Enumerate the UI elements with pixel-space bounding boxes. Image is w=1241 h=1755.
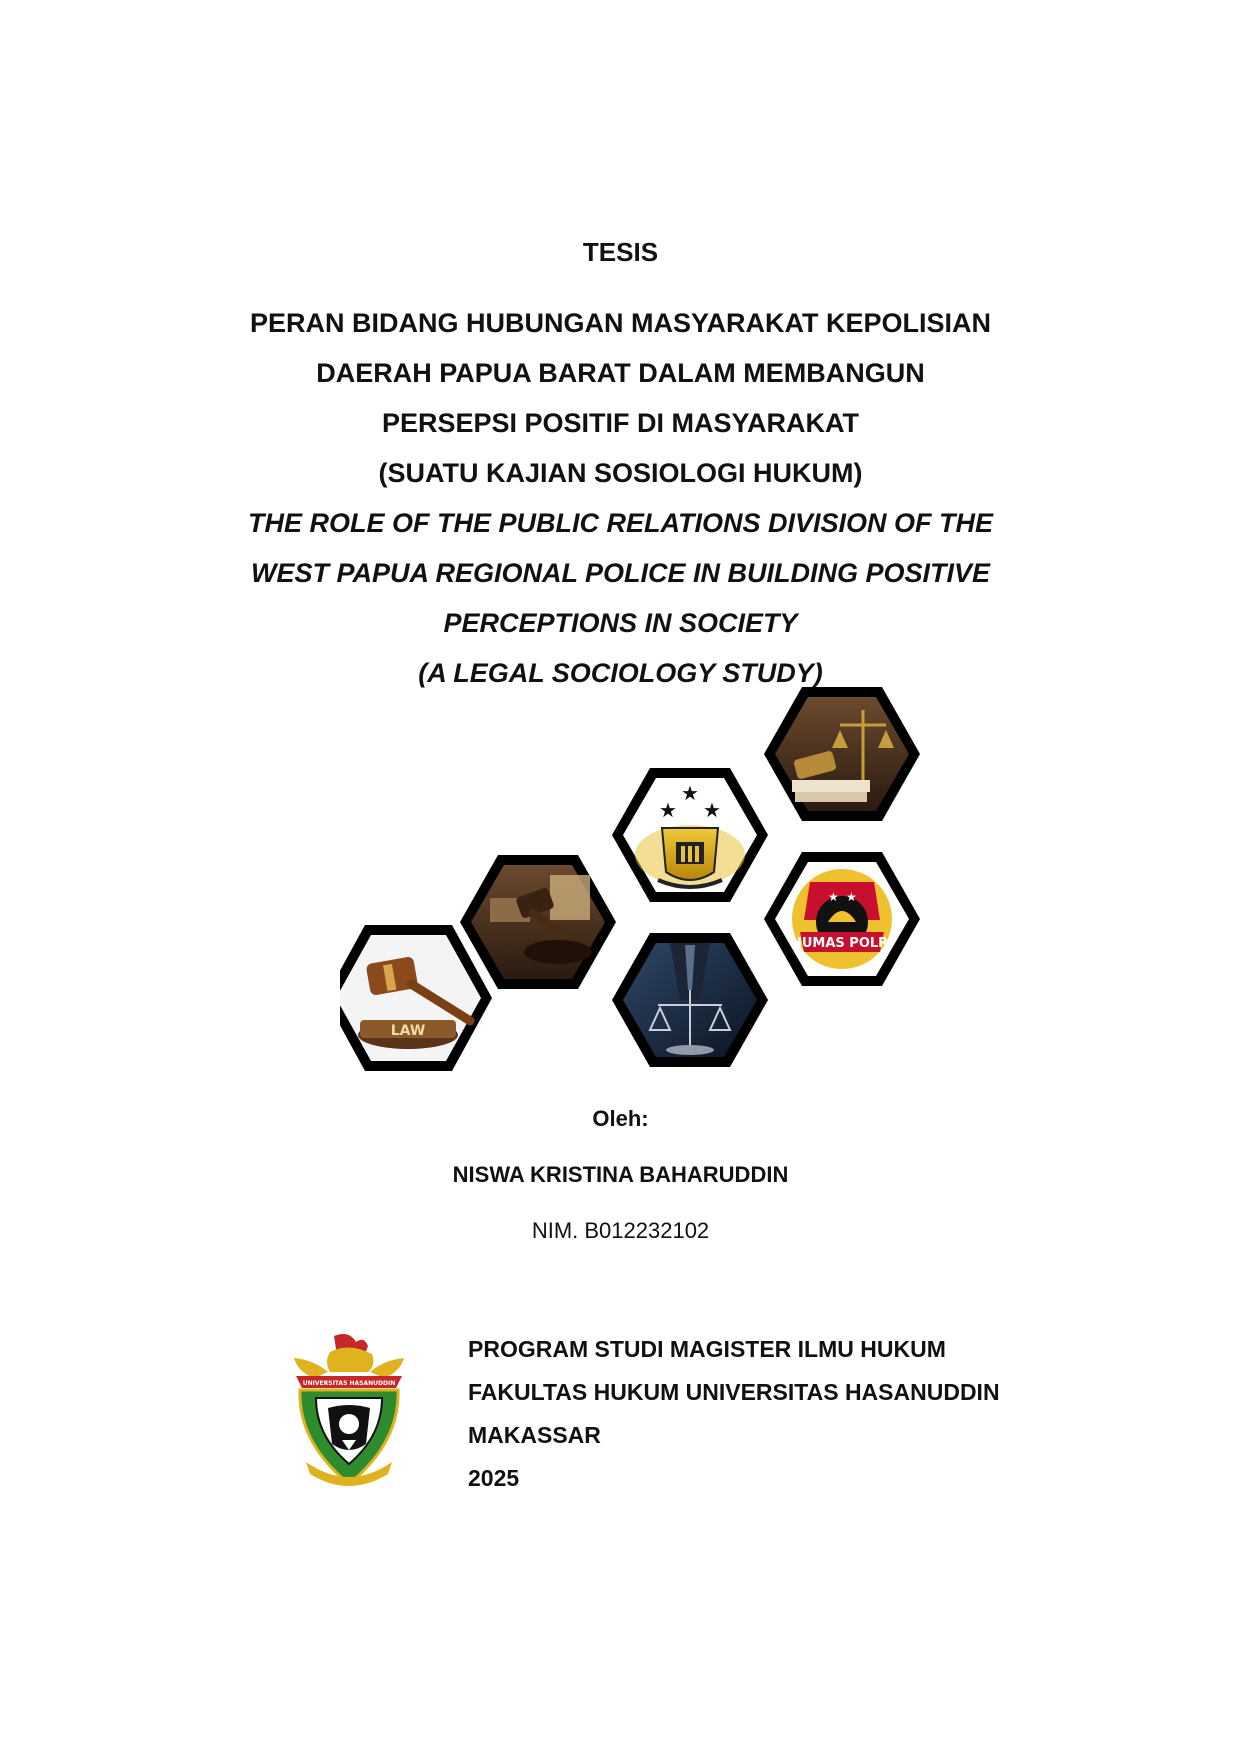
gavel-books-image	[460, 855, 616, 989]
student-id: NIM. B012232102	[531, 1218, 710, 1243]
law-caption: LAW	[390, 1023, 426, 1039]
document-type-label: TESIS	[582, 237, 659, 267]
title-en-line-2: WEST PAPUA REGIONAL POLICE IN BUILDING POSITIVE	[250, 558, 991, 588]
suited-man-scales-image	[612, 933, 768, 1067]
police-emblem-image	[612, 768, 768, 902]
humas-polri-emblem-image	[764, 852, 920, 986]
justice-scales-books-image	[764, 687, 920, 821]
institution-block	[468, 1328, 1000, 1500]
hexagon-image-collage	[340, 660, 1040, 1100]
university-logo	[284, 1332, 414, 1492]
humas-polri-caption: HUMAS POLRI	[790, 936, 894, 951]
author-name: NISWA KRISTINA BAHARUDDIN	[452, 1162, 789, 1187]
title-en-line-4: (A LEGAL SOCIOLOGY STUDY)	[418, 658, 823, 688]
thesis-title-block	[200, 298, 1041, 698]
svg-text:★: ★	[659, 800, 677, 822]
title-en-line-3: PERCEPTIONS IN SOCIETY	[443, 608, 798, 638]
title-id-line-4: (SUATU KAJIAN SOSIOLOGI HUKUM)	[378, 458, 863, 488]
by-label: Oleh:	[592, 1106, 649, 1131]
law-gavel-image	[340, 925, 492, 1071]
svg-text:★: ★	[846, 890, 857, 904]
institution-line-program: PROGRAM STUDI MAGISTER ILMU HUKUM	[468, 1336, 946, 1362]
title-id-line-2: DAERAH PAPUA BARAT DALAM MEMBANGUN	[316, 358, 925, 388]
title-id-line-1: PERAN BIDANG HUBUNGAN MASYARAKAT KEPOLISIAN	[249, 308, 992, 338]
svg-text:★: ★	[828, 890, 839, 904]
title-en-line-1: THE ROLE OF THE PUBLIC RELATIONS DIVISION OF THE	[247, 508, 994, 538]
svg-text:★: ★	[703, 800, 721, 822]
institution-line-city: MAKASSAR	[468, 1422, 601, 1448]
title-id-line-3: PERSEPSI POSITIF DI MASYARAKAT	[381, 408, 860, 438]
institution-line-year: 2025	[468, 1465, 520, 1491]
logo-banner-text: UNIVERSITAS HASANUDDIN	[302, 1380, 396, 1387]
institution-line-faculty: FAKULTAS HUKUM UNIVERSITAS HASANUDDIN	[468, 1379, 1000, 1405]
svg-text:★: ★	[681, 783, 699, 805]
